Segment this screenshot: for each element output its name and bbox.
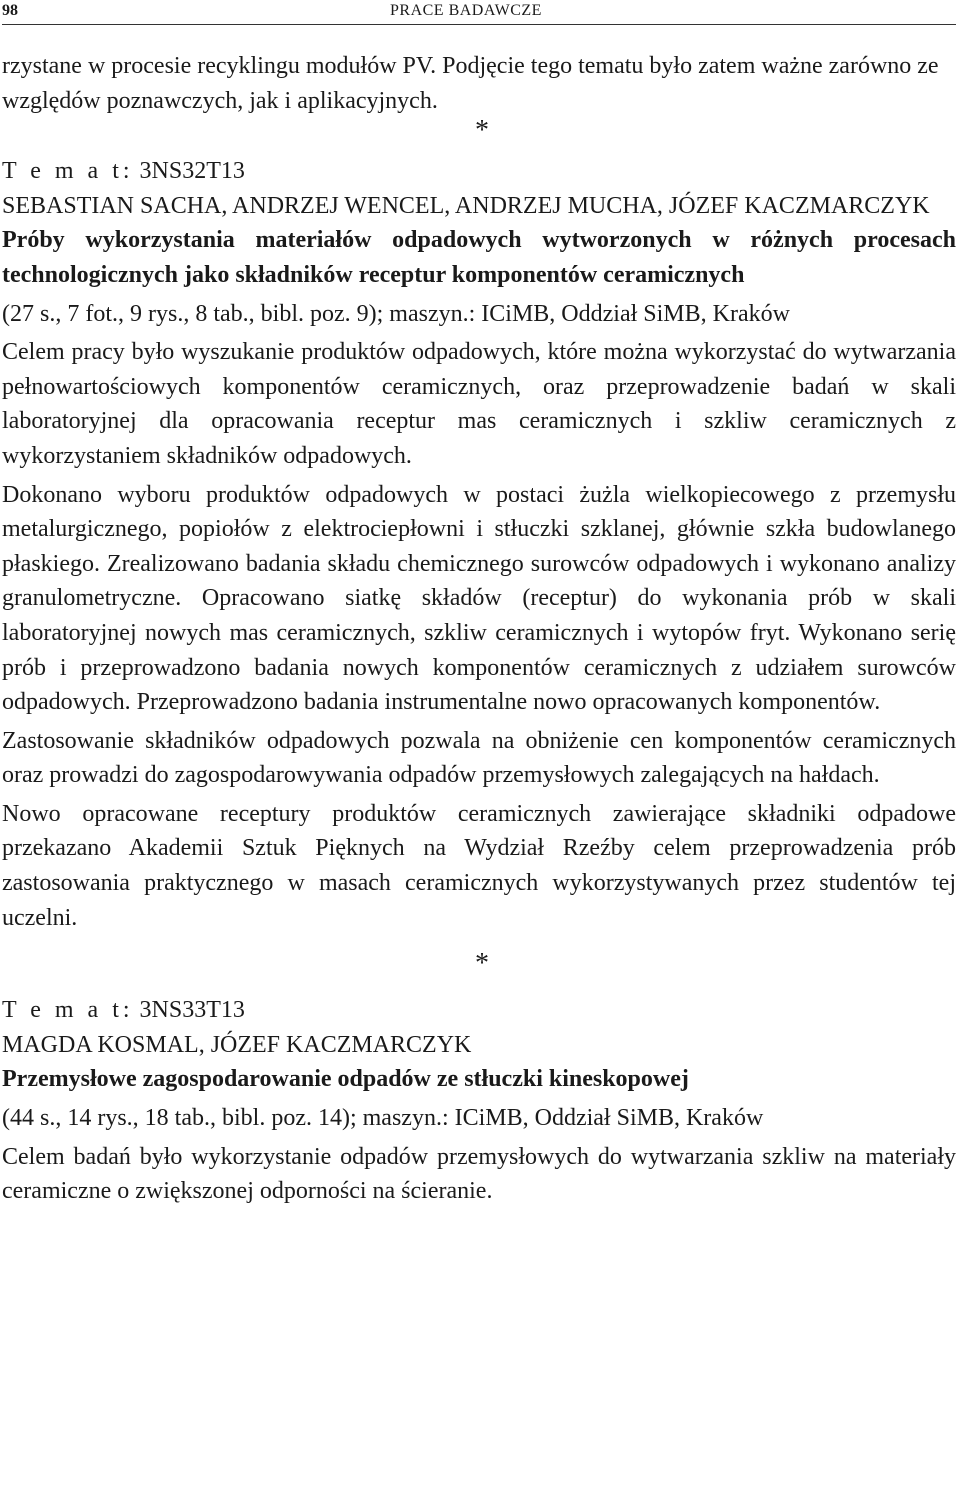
- authors: SEBASTIAN SACHA, ANDRZEJ WENCEL, ANDRZEJ MUCHA, JÓZEF KACZMARCZYK: [2, 192, 930, 219]
- topic-line: [2, 154, 956, 189]
- abstract-paragraph: Celem badań było wykorzystanie odpadów przemysłowych do wytwarzania szkliw na materiały ceramiczne o zwiększonej odporności na ścieranie.: [2, 1143, 956, 1205]
- article-body: [2, 49, 956, 1209]
- report-title: Próby wykorzystania materiałów odpadowych wytworzonych w różnych procesach technologicznych jako składników receptur komponentów ceramicznych: [2, 227, 956, 288]
- topic-line: [2, 993, 956, 1028]
- abstract-paragraph: Celem pracy było wyszukanie produktów odpadowych, które można wykorzystać do wytwarzania pełnowartościowych komponentów ceramicznych, oraz przeprowadzenie badań w skali laboratoryjnej dla opracowania receptur mas ceramicznych i szkliw ceramicznych z wykorzystaniem składników odpadowych.: [2, 339, 956, 469]
- continued-paragraph: rzystane w procesie recyklingu modułów PV. Podjęcie tego tematu było zatem ważne zarówno ze względów poznawczych, jak i aplikacyjnych.: [2, 53, 939, 114]
- report-meta: (27 s., 7 fot., 9 rys., 8 tab., bibl. poz. 9); maszyn.: ICiMB, Oddział SiMB, Kraków: [2, 300, 790, 327]
- section-separator: *: [475, 948, 489, 980]
- authors: MAGDA KOSMAL, JÓZEF KACZMARCZYK: [2, 1031, 472, 1058]
- journal-title: PRACE BADAWCZE: [390, 2, 542, 19]
- abstract-paragraph: Dokonano wyboru produktów odpadowych w postaci żużla wielkopiecowego z przemysłu metalurgicznego, popiołów z elektrociepłowni i stłuczki szklanej, głównie szkła budowlanego płaskiego. Zrealizowano badania składu chemicznego surowców odpadowych i wykonano analizy granulometryczne. Opracowano siatkę składów (receptur) do wykonania prób w skali laboratoryjnej nowych mas ceramicznych, szkliw ceramicznych i wytopów fryt. Wykonano serię prób i przeprowadzono badania nowych komponentów ceramicznych z udziałem surowców odpadowych. Przeprowadzono badania instrumentalne nowo opracowanych komponentów.: [2, 481, 956, 716]
- running-header: [2, 0, 956, 25]
- report-entry: [2, 993, 956, 1209]
- topic-label: T e m a t:: [2, 158, 134, 185]
- abstract-paragraph: Nowo opracowane receptury produktów ceramicznych zawierające składniki odpadowe przekazano Akademii Sztuk Pięknych na Wydział Rzeźby celem przeprowadzenia prób zastosowania praktycznego w masach ceramicznych wykorzystywanych przez studentów tej uczelni.: [2, 800, 956, 931]
- abstract-paragraph: Zastosowanie składników odpadowych pozwala na obniżenie cen komponentów ceramicznych oraz prowadzi do zagospodarowywania odpadów przemysłowych zalegających na hałdach.: [2, 727, 956, 789]
- topic-code: 3NS33T13: [139, 997, 245, 1024]
- topic-code: 3NS32T13: [139, 158, 245, 185]
- report-meta: (44 s., 14 rys., 18 tab., bibl. poz. 14); maszyn.: ICiMB, Oddział SiMB, Kraków: [2, 1105, 764, 1132]
- report-title: Przemysłowe zagospodarowanie odpadów ze stłuczki kineskopowej: [2, 1066, 689, 1093]
- report-entry: [2, 154, 956, 935]
- topic-label: T e m a t:: [2, 997, 134, 1024]
- page-number: 98: [2, 2, 18, 19]
- section-separator: *: [475, 115, 489, 147]
